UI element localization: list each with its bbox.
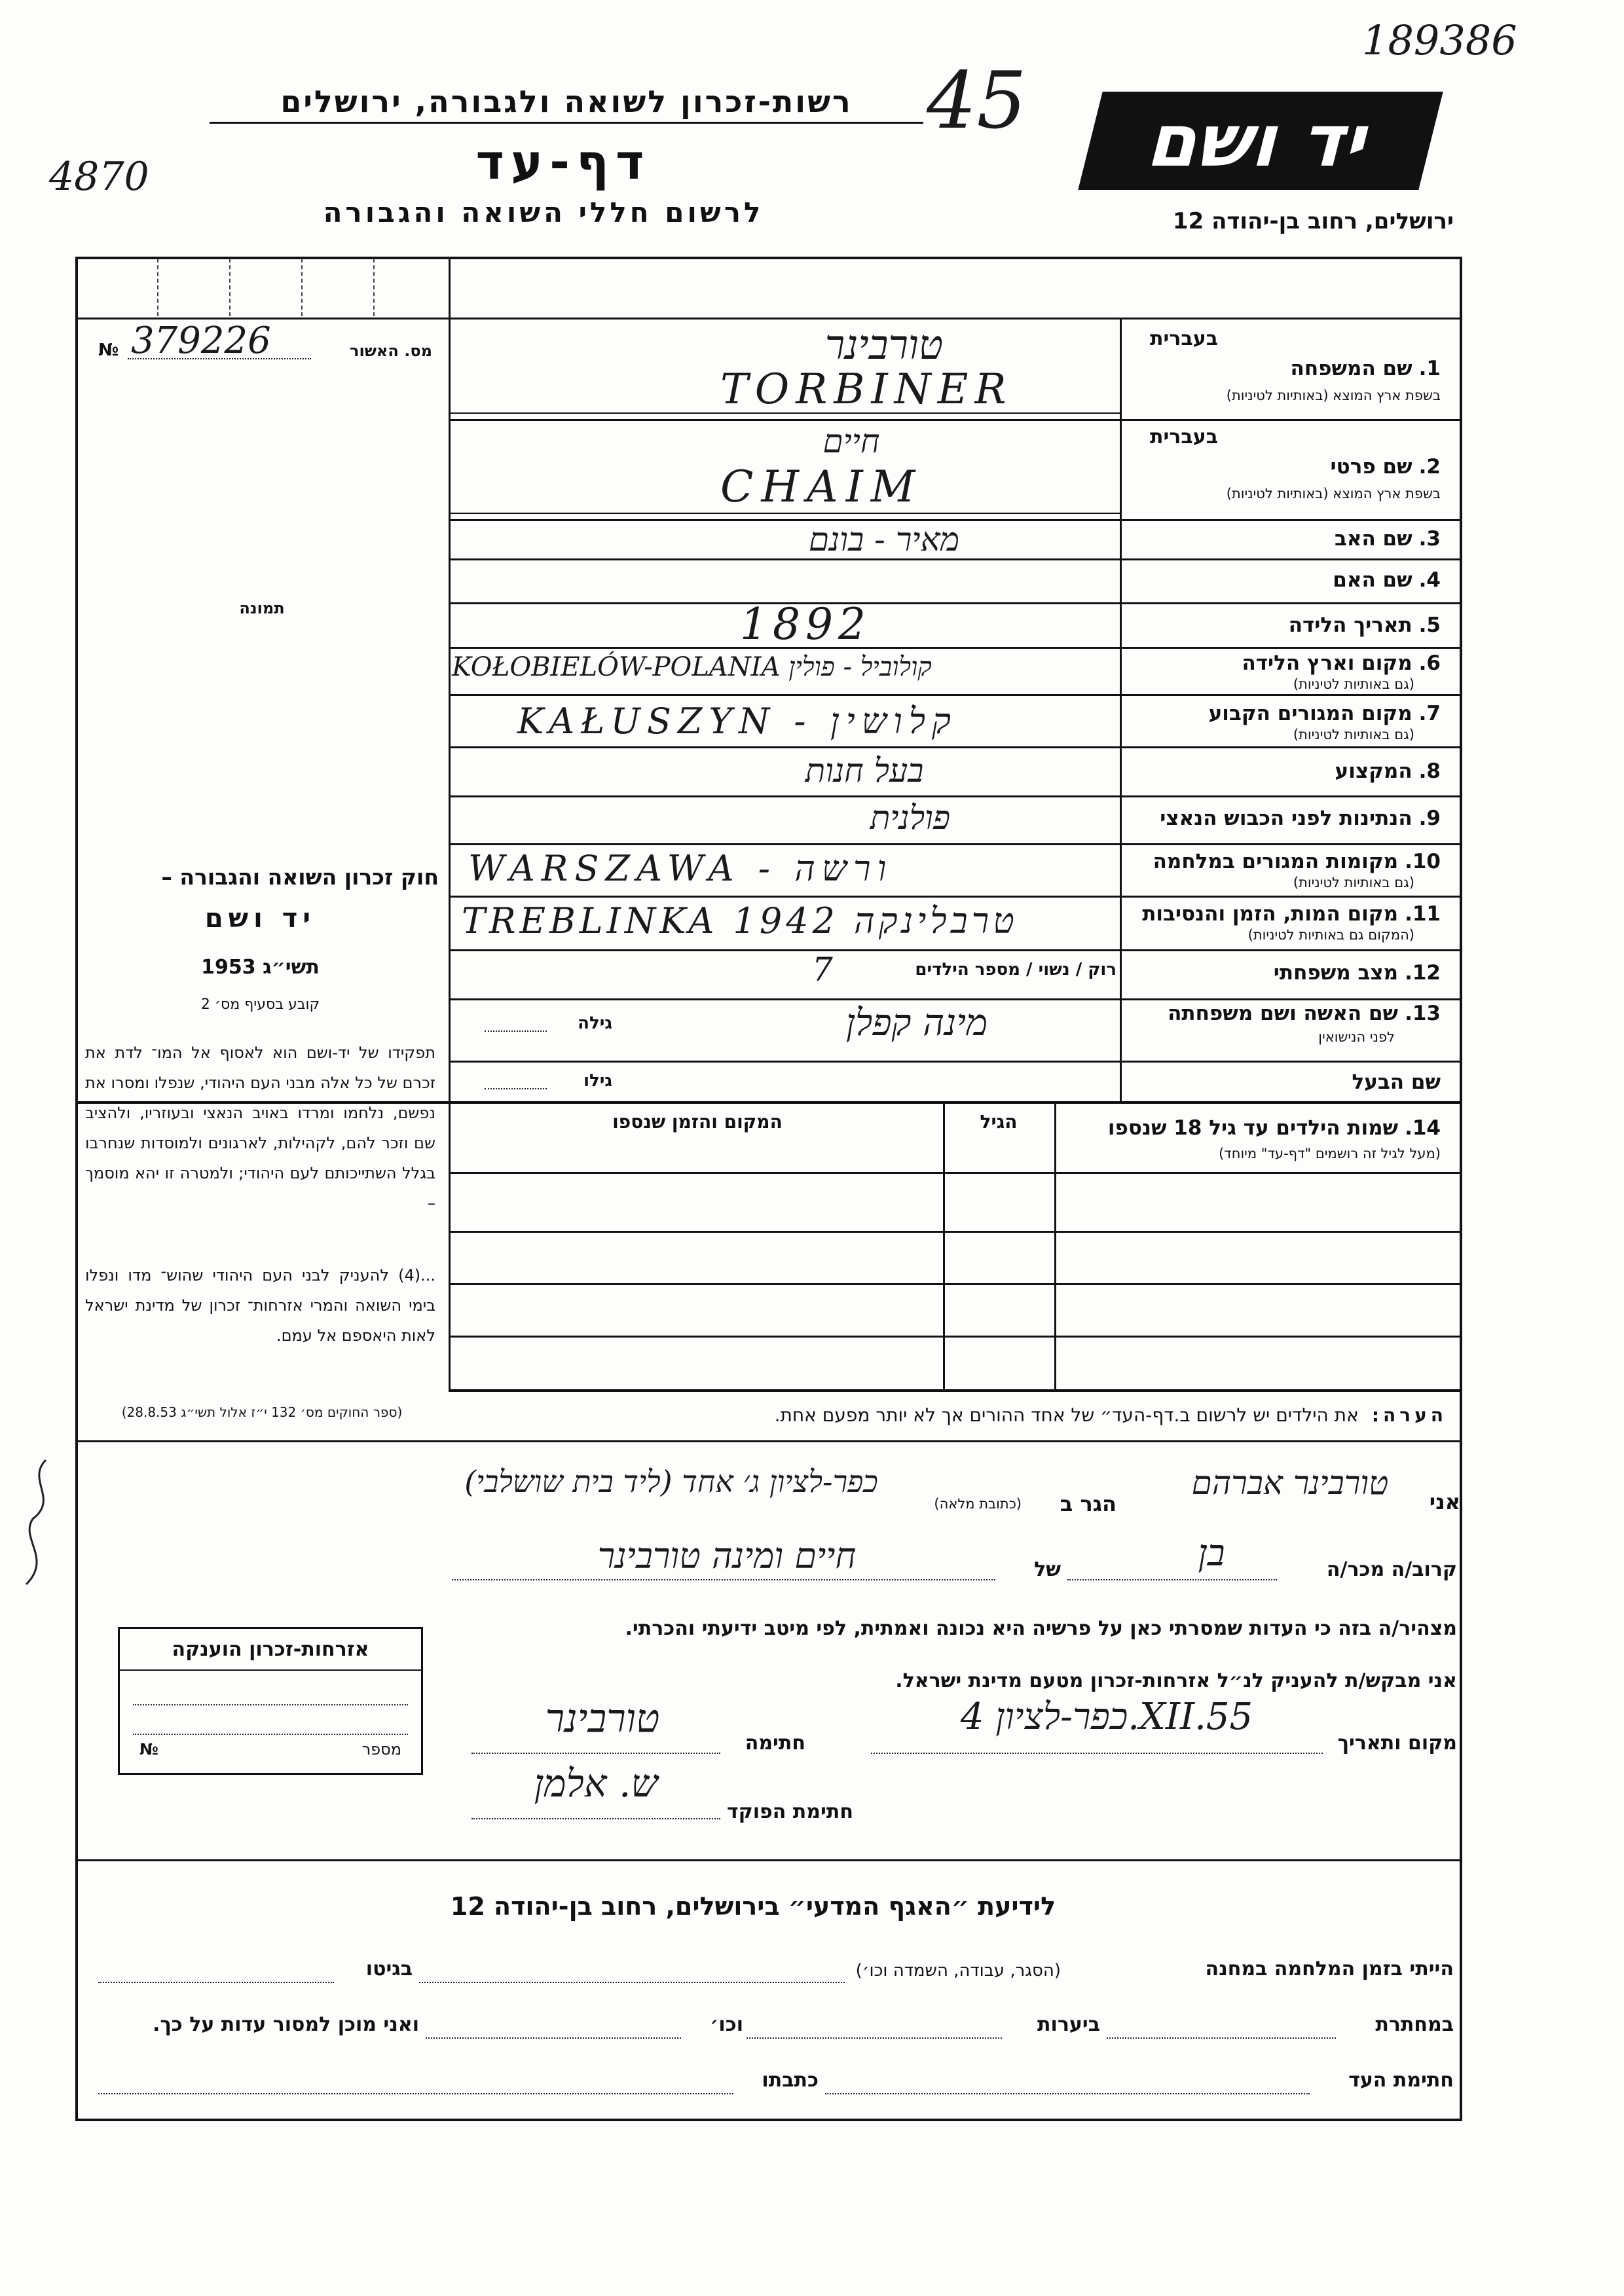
footer-etc-label: וכו׳	[710, 2013, 743, 2036]
field5-label: 5.תאריך הלידה	[1288, 613, 1441, 637]
field8-label: 8.המקצוע	[1335, 759, 1441, 783]
dotted-line	[133, 1734, 408, 1735]
footer-ghetto-label: בגיטו	[365, 1958, 413, 1980]
authority-title: רשות-זכרון לשואה ולגבורה, ירושלים	[210, 84, 923, 124]
field1-sub: בשפת ארץ המוצא (באותיות לטיניות)	[1226, 388, 1441, 403]
divider	[449, 647, 1460, 649]
divider	[120, 1669, 421, 1671]
archive-number: 189386	[1362, 16, 1517, 64]
family-name-hebrew: טורבינר	[824, 321, 944, 369]
divider	[75, 1440, 1460, 1442]
divider	[449, 896, 1460, 898]
divider	[449, 795, 1460, 797]
divider	[449, 746, 1460, 748]
birth-date: 1892	[740, 599, 871, 649]
law-clause: קובע בסעיף מס׳ 2	[200, 996, 320, 1013]
decl-address-sub: (כתובת מלאה)	[934, 1496, 1022, 1512]
dotted-line	[471, 1817, 720, 1819]
children-table-label: 14.שמות הילדים עד גיל 18 שנספו	[1107, 1116, 1441, 1140]
dotted-line	[471, 1751, 720, 1754]
decl-prefix: אני	[1429, 1489, 1460, 1514]
stamp-no-sign: №	[139, 1740, 158, 1758]
divider	[449, 1389, 1460, 1392]
divider	[301, 259, 303, 316]
officer-label: חתימת הפוקד	[727, 1800, 853, 1823]
wife-age-label: גילה	[578, 1013, 612, 1033]
law-paragraph-1: תפקידו של יד-ושם הוא לאסוף אל המו־ לדת את זכרם של כל אלה מבני העם היהודי, שנפלו ומסרו את נפשם, נלחמו ומרדו באויב הנאצי ובעוזריו, ולהציב שם וזכר להם, לקהילות, לארגונים ולמוסדות שנחרבו בגלל השתייכותם לעם היהודי; ולמטרה זו יהא מוסמך –	[85, 1044, 435, 1212]
approval-no-sign: №	[98, 340, 119, 360]
field4-label: 4.שם האם	[1333, 568, 1441, 592]
relation-value: בן	[1198, 1532, 1225, 1575]
divider	[449, 419, 1460, 421]
declaration-request: אני מבקש/ת להעניק לנ״ל אזרחות-זכרון מטעם מדינת ישראל.	[895, 1669, 1457, 1692]
form-title: דף-עד	[475, 134, 651, 191]
field13-sub: לפני הנישואין	[1318, 1029, 1395, 1045]
dotted-line	[747, 2036, 1002, 2039]
divider	[75, 318, 1460, 319]
footer-forests-label: ביערות	[1037, 2013, 1100, 2036]
dotted-line	[1067, 1578, 1277, 1580]
divider	[449, 949, 1460, 951]
field10-label: 10.מקומות המגורים במלחמה	[1153, 850, 1441, 873]
field7-sub: (גם באותיות לטיניות)	[1293, 727, 1414, 742]
header-address: ירושלים, רחוב בן-יהודה 12	[1172, 208, 1454, 234]
divider	[449, 602, 1460, 604]
divider	[449, 1101, 451, 1389]
divider	[449, 694, 1460, 696]
field6-sub: (גם באותיות לטיניות)	[1293, 676, 1414, 692]
law-name: יד ושם	[204, 903, 316, 934]
of-label: של	[1034, 1558, 1061, 1581]
form-subtitle: לרשום חללי השואה והגבורה	[323, 196, 764, 228]
stamp-title: אזרחות-זכרון הוענקה	[172, 1638, 369, 1661]
divider	[449, 513, 1120, 514]
footer-willing-label: ואני מוכן למסור עדות על כך.	[153, 2013, 419, 2036]
law-source: (ספר החוקים מס׳ 132 י״ז אלול תשי״ג 28.8.53)	[121, 1404, 403, 1420]
death-place: TREBLINKA 1942 טרבלינקה	[462, 900, 1018, 941]
dotted-line	[452, 1578, 995, 1580]
approval-label: מס. האשור	[350, 342, 432, 360]
approval-number: 379226	[131, 319, 271, 362]
place-date-value: כפר-לציון 4.XII.55	[960, 1696, 1253, 1738]
divider	[449, 558, 1460, 560]
divider	[373, 259, 375, 316]
label-column-divider	[1120, 318, 1122, 1101]
witness-signature: טורבינר	[545, 1696, 660, 1741]
father-name: מאיר - בונם	[808, 520, 960, 558]
field7-label: 7.מקום המגורים הקבוע	[1208, 702, 1441, 725]
yad-vashem-logo: יד ושם	[1078, 92, 1443, 190]
dotted-line	[1107, 2036, 1336, 2039]
husband-label: שם הבעל	[1352, 1070, 1441, 1094]
column-divider	[449, 257, 451, 1101]
divider	[229, 259, 231, 316]
law-year: תשי״ג 1953	[201, 956, 320, 979]
dotted-line	[825, 2092, 1310, 2094]
handwritten-45: 45	[927, 56, 1027, 147]
dotted-line	[133, 1704, 408, 1705]
footer-camp-label: הייתי בזמן המלחמה במחנה	[1205, 1958, 1454, 1980]
field2-heb-tag: בעברית	[1150, 426, 1218, 448]
field2-label: 2.שם פרטי	[1330, 455, 1441, 479]
dotted-line	[426, 2036, 681, 2039]
stamp-number-label: מספר	[361, 1740, 401, 1758]
witness-address: כפר-לציון ג׳ אחד (ליד בית שושלבי)	[464, 1464, 878, 1499]
divider	[449, 1061, 1460, 1063]
footer-heading: לידיעת ״האגף המדעי״ בירושלים, רחוב בן-יהודה 12	[450, 1892, 1056, 1921]
note-row	[458, 1404, 1447, 1426]
signature-label: חתימה	[745, 1732, 805, 1755]
field11-sub: (המקום גם באותיות לטיניות)	[1247, 927, 1414, 943]
birth-place: KOŁOBIELÓW-POLANIA קולוביל - פולין	[452, 652, 932, 682]
col-place-header: המקום והזמן שנספו	[612, 1111, 783, 1133]
victim-reference: חיים ומינה טורבינר	[597, 1535, 857, 1576]
left-file-number: 4870	[49, 154, 149, 200]
field6-label: 6.מקום וארץ הלידה	[1242, 651, 1441, 675]
photo-label: תמונה	[239, 599, 285, 617]
divider	[943, 1101, 945, 1389]
field10-sub: (גם באותיות לטיניות)	[1293, 875, 1414, 890]
dotted-line	[98, 2092, 733, 2094]
nationality: פולנית	[870, 799, 951, 837]
residence: KAŁUSZYN - קלושין	[517, 701, 957, 742]
field13-label: 13.שם האשה ושם משפחתה	[1168, 1002, 1441, 1025]
first-name-latin: CHAIM	[720, 462, 923, 512]
officer-signature: ש. אלמן	[534, 1761, 658, 1806]
place-date-label: מקום ותאריך	[1337, 1732, 1457, 1755]
divider	[449, 1336, 1460, 1338]
note-label: הערה:	[1371, 1404, 1447, 1426]
dotted-line	[419, 1980, 845, 1983]
dotted-line	[871, 1751, 1323, 1754]
divider	[449, 1283, 1460, 1285]
field3-label: 3.שם האב	[1334, 527, 1441, 551]
wife-name: מינה קפלן	[845, 1002, 988, 1044]
citizenship-stamp-box	[118, 1627, 423, 1775]
declaration-statement: מצהיר/ה בזה כי העדות שמסרתי כאן על פרשיה היא נכונה ואמתית, לפי מיטב ידיעתי והכרתי.	[625, 1617, 1457, 1640]
field1-heb-tag: בעברית	[1150, 327, 1218, 350]
divider	[449, 1172, 1460, 1174]
field2-sub: בשפת ארץ המוצא (באותיות לטיניות)	[1226, 486, 1441, 501]
divider	[157, 259, 158, 316]
margin-scribble	[7, 1453, 79, 1597]
divider	[75, 1859, 1460, 1861]
note-text: את הילדים יש לרשום ב.דף-העד״ של אחד ההורים אך לא יותר מפעם אחת.	[774, 1404, 1359, 1426]
field11-label: 11.מקום המות, הזמן והנסיבות	[1142, 902, 1441, 926]
divider	[1054, 1101, 1056, 1389]
witness-name: טורבינר אברהם	[1191, 1464, 1389, 1502]
children-count: 7	[812, 951, 833, 989]
field12-label: 12.מצב משפחתי	[1273, 961, 1441, 985]
decl-resides: הגר ב	[1060, 1491, 1116, 1516]
dotted-line	[485, 1029, 547, 1032]
profession: בעל חנות	[805, 752, 924, 790]
footer-address-label: כתבתו	[762, 2069, 819, 2092]
footer-underground-label: במחתרת	[1375, 2013, 1454, 2036]
wartime-residence: WARSZAWA - ורשה	[468, 848, 893, 889]
children-table-sub: (מעל לגיל זה רושמים "דף-עד" מיוחד)	[1219, 1146, 1441, 1161]
children-count-label: רוק / נשוי / מספר הילדים	[915, 960, 1116, 979]
field1-label: 1.שם המשפחה	[1290, 357, 1441, 380]
family-name-latin: TORBINER	[720, 365, 1013, 414]
footer-camp-sub: (הסגר, עבודה, השמדה וכו׳)	[855, 1961, 1061, 1980]
divider	[449, 998, 1460, 1000]
husband-age-label: גילו	[583, 1071, 612, 1091]
dotted-line	[98, 1980, 334, 1983]
first-name-hebrew: חיים	[822, 422, 880, 460]
field9-label: 9.הנתינות לפני הכבוש הנאצי	[1160, 807, 1441, 830]
law-title: חוק זכרון השואה והגבורה –	[161, 864, 439, 890]
divider	[449, 843, 1460, 845]
relation-label: קרוב/ה מכר/ה	[1326, 1558, 1457, 1581]
dotted-line	[485, 1087, 547, 1089]
law-paragraph-2: ...(4) להעניק לבני העם היהודי שהוש־ מדו ונפלו בימי השואה והמרי אזרחות־ זכרון של מדינת ישראל לאות היאספם אל עמם.	[85, 1266, 435, 1345]
divider	[449, 1231, 1460, 1233]
col-age-header: הגיל	[980, 1111, 1018, 1133]
footer-witness-sig-label: חתימת העד	[1348, 2069, 1454, 2092]
